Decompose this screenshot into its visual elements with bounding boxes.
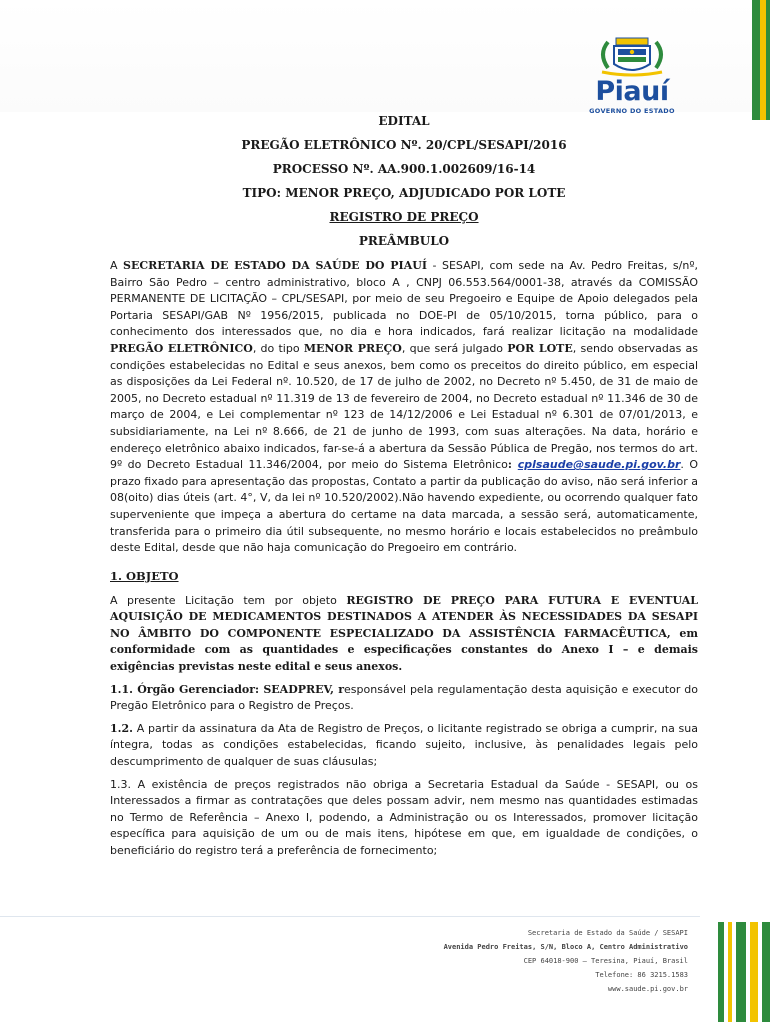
- objeto-paragraph: A presente Licitação tem por objeto REGISTRO DE PREÇO PARA FUTURA E EVENTUAL AQUISIÇÃO DE MEDICAMENTOS DESTINADOS A ATENDER ÀS NECESSIDADES DA SESAPI NO ÂMBITO DO COMPONENTE ESPECIALIZADO DA ASSISTÊNCIA FARMACÊUTICA, em conformidade com as quantidades e especificações constantes do Anexo I – e demais exigências previstas neste edital e seus anexos.: [110, 593, 698, 674]
- header-flag-stripes: [752, 0, 770, 120]
- footer-flag-stripes: [718, 922, 770, 1022]
- processo-number: PROCESSO Nº. AA.900.1.002609/16-14: [272, 162, 536, 176]
- document-body: [110, 114, 698, 860]
- tipo-line: TIPO: MENOR PREÇO, ADJUDICADO POR LOTE: [242, 186, 566, 200]
- email-link[interactable]: cplsaude@saude.pi.gov.br: [517, 458, 681, 472]
- footer-address: Secretaria de Estado da Saúde / SESAPI Avenida Pedro Freitas, S/N, Bloco A, Centro Administrativo CEP 64018-900 – Teresina, Piauí, Brasil Telefone: 86 3215.1583 www.saude.pi.gov.br: [443, 929, 688, 993]
- item-1-2: 1.2. A partir da assinatura da Ata de Registro de Preços, o licitante registrado se obriga a cumprir, na sua íntegra, todas as condições estabelecidas, ficando sujeito, inclusive, às penalidades legais pelo descumprimento de qualquer de suas cláusulas;: [110, 721, 698, 769]
- logo-wordmark: Piauí: [595, 76, 669, 107]
- section-objeto-title: 1. OBJETO: [110, 568, 179, 583]
- preambulo-heading: PREÂMBULO: [358, 234, 450, 248]
- registro-heading: REGISTRO DE PREÇO: [329, 210, 479, 224]
- pregao-number: PREGÃO ELETRÔNICO Nº. 20/CPL/SESAPI/2016: [241, 138, 567, 152]
- preambulo-paragraph: A SECRETARIA DE ESTADO DA SAÚDE DO PIAUÍ - SESAPI, com sede na Av. Pedro Freitas, s/nº, Bairro São Pedro – centro administrativo, bloco A , CNPJ 06.553.564/0001-38, através da COMISSÃO PERMANENTE DE LICITAÇÃO – CPL/SESAPI, por meio de seu Pregoeiro e Equipe de Apoio delegados pela Portaria SESAPI/GAB Nº 1956/2015, publicada no DOE-PI de 05/10/2015, torna público, para o conhecimento dos interessados que, no dia e hora indicados, fará realizar licitação na modalidade PREGÃO ELETRÔNICO, do tipo MENOR PREÇO, que será julgado POR LOTE, sendo observadas as condições estabelecidas no Edital e seus anexos, bem como os preceitos do direito público, em especial as disposições da Lei Federal nº. 10.520, de 17 de julho de 2002, no Decreto nº 5.450, de 31 de maio de 2005, no Decreto estadual nº 11.319 de 13 de fevereiro de 2004, no Decreto estadual nº 11.346 de 30 de março de 2004, e Lei complementar nº 123 de 14/12/2006 e Lei Estadual nº 6.301 de 07/01/2013, e subsidiariamente, na Lei nº 8.666, de 21 de junho de 1993, com suas alterações. Na data, horário e endereço eletrônico abaixo indicados, far-se-á a abertura da Sessão Pública de Pregão, nos termos do art. 9º do Decreto Estadual 11.346/2004, por meio do Sistema Eletrônico: cplsaude@saude.pi.gov.br. O prazo fixado para apresentação das propostas, Contato a partir da publicação do aviso, não será inferior a 08(oito) dias úteis (art. 4°, V, da lei nº 10.520/2002).Não havendo expediente, ou ocorrendo qualquer fato superveniente que impeça a abertura do certame na data marcada, a sessão será, automaticamente, transferida para o primeiro dia útil subsequente, no mesmo horário e locais estabelecidos no preâmbulo deste Edital, desde que não haja comunicação do Pregoeiro em contrário.: [110, 259, 699, 555]
- piaui-government-logo: [578, 34, 686, 114]
- logo-subtitle: GOVERNO DO ESTADO: [589, 107, 675, 115]
- state-coat-of-arms-icon: [578, 34, 686, 80]
- edital-heading: EDITAL: [378, 114, 430, 128]
- footer-divider: [0, 916, 700, 917]
- page-footer: [0, 912, 770, 1024]
- item-1-3: 1.3. A existência de preços registrados não obriga a Secretaria Estadual da Saúde - SESAPI, ou os Interessados a firmar as contratações que deles possam advir, nem mesmo nas quantidades estimadas no Termo de Referência – Anexo I, podendo, a Administração ou os Interessados, promover licitação específica para aquisição de um ou de mais itens, hipótese em que, em igualdade de condições, o beneficiário do registro terá a preferência de fornecimento;: [110, 777, 698, 857]
- item-1-1: 1.1. Órgão Gerenciador: SEADPREV, responsável pela regulamentação desta aquisição e executor do Pregão Eletrônico para o Registro de Preços.: [110, 682, 699, 713]
